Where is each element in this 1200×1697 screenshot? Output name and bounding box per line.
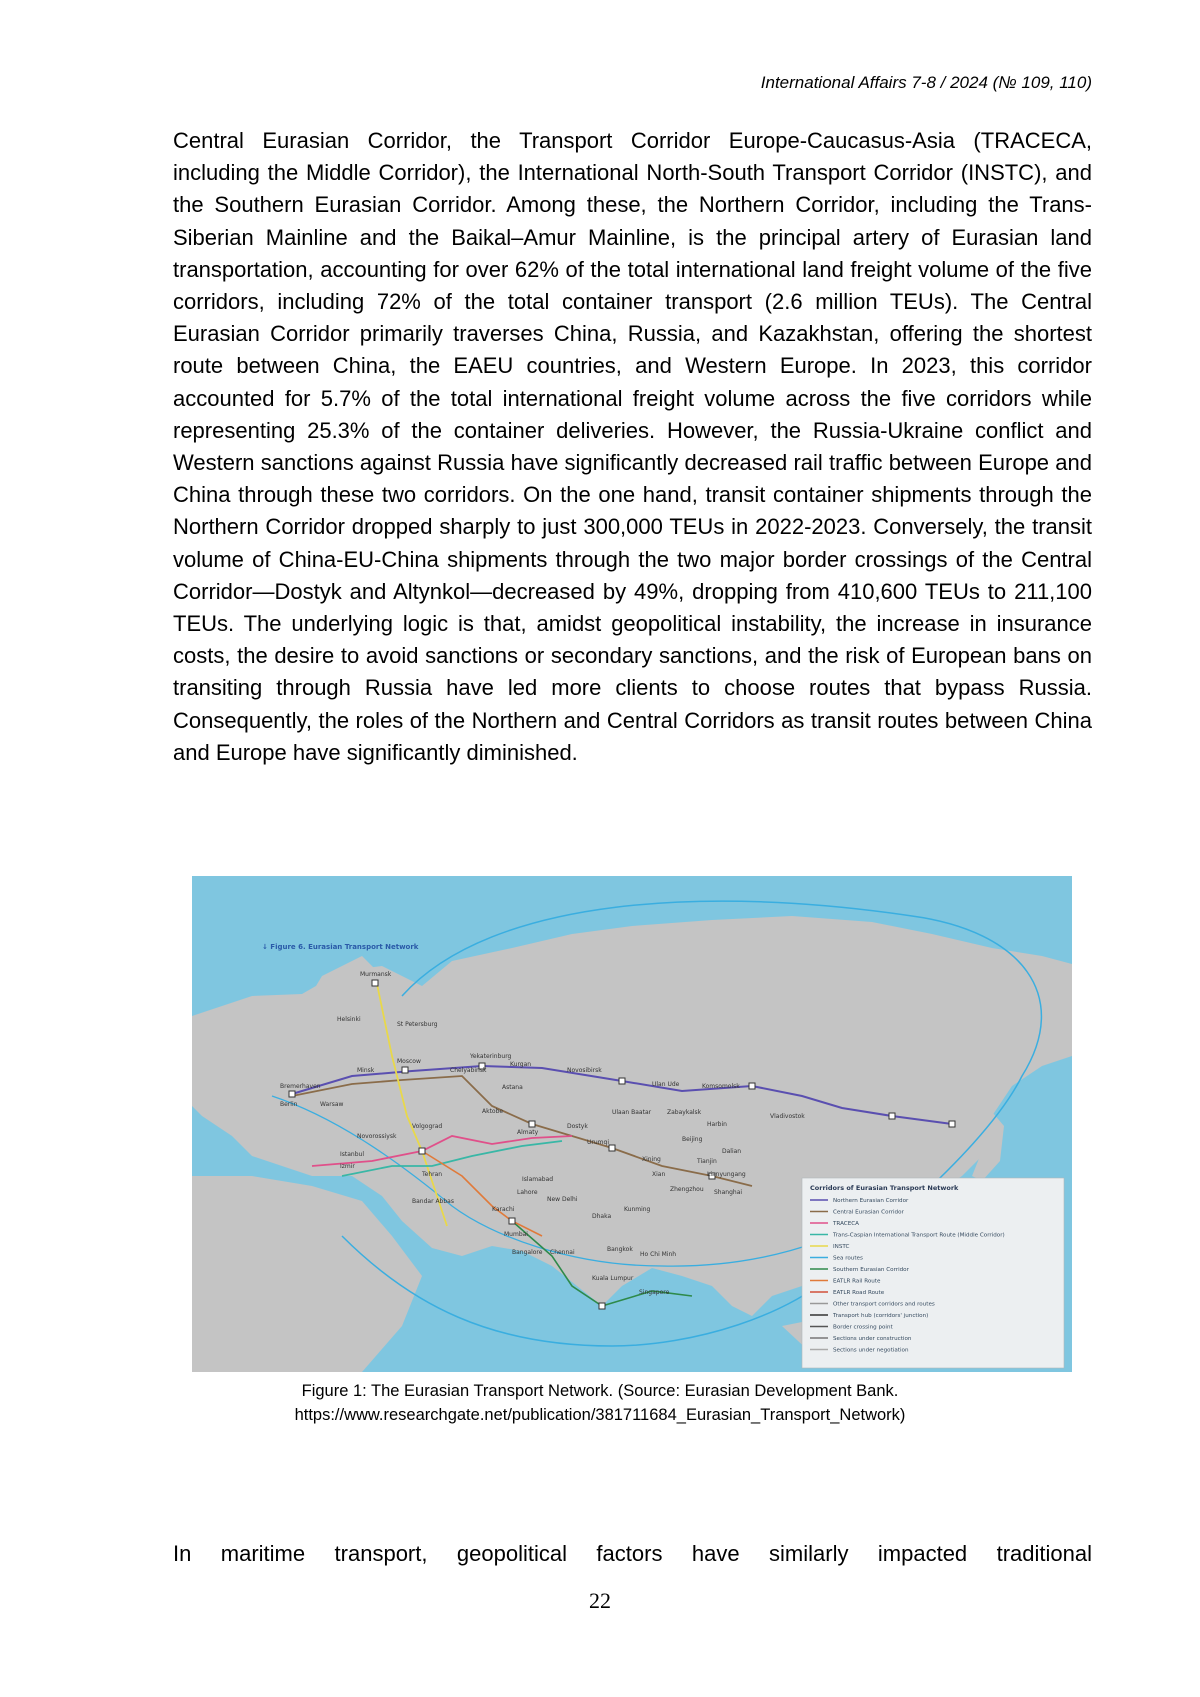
city-label: Chelyabinsk [450, 1067, 487, 1074]
city-label: Novorossiysk [357, 1133, 397, 1140]
body-paragraph-1: Central Eurasian Corridor, the Transport Corridor Europe-Caucasus-Asia (TRACECA, including the Middle Corridor), the International North-South Transport Corridor (INSTC), and the Southern Eurasian Corridor. Among these, the Northern Corridor, including the Trans-Siberian Mainline and the Baikal–Amur Mainline, is the principal artery of Eurasian land transportation, accounting for over 62% of the total international land freight volume of the five corridors, including 72% of the total container transport (2.6 million TEUs). The Central Eurasian Corridor primarily traverses China, Russia, and Kazakhstan, offering the shortest route between China, the EAEU countries, and Western Europe. In 2023, this corridor accounted for 5.7% of the total international freight volume across the five corridors while representing 25.3% of the container deliveries. However, the Russia-Ukraine conflict and Western sanctions against Russia have significantly decreased rail traffic between Europe and China through these two corridors. On the one hand, transit container shipments through the Northern Corridor dropped sharply to just 300,000 TEUs in 2022-2023. Conversely, the transit volume of China-EU-China shipments through the two major border crossings of the Central Corridor—Dostyk and Altynkol—decreased by 49%, dropping from 410,600 TEUs to 211,100 TEUs. The underlying logic is that, amidst geopolitical instability, the increase in insurance costs, the desire to avoid sanctions or secondary sanctions, and the risk of European bans on transiting through Russia have led more clients to choose routes that bypass Russia. Consequently, the roles of the Northern and Central Corridors as transit routes between China and Europe have significantly diminished. [173, 125, 1092, 769]
map-inner-title: ↓ Figure 6. Eurasian Transport Network [262, 943, 419, 951]
city-label: Kuala Lumpur [592, 1275, 634, 1282]
city-label: Volgograd [412, 1123, 442, 1130]
city-label: Minsk [357, 1067, 375, 1074]
city-label: Murmansk [360, 971, 392, 978]
city-label: Astana [502, 1084, 523, 1091]
city-label: St Petersburg [397, 1021, 438, 1028]
map-svg [192, 876, 1072, 1372]
city-label: Bangkok [607, 1246, 633, 1253]
city-label: Yekaterinburg [469, 1053, 512, 1060]
city-label: Xining [642, 1156, 661, 1163]
legend-label: Sections under construction [833, 1336, 912, 1342]
city-label: Harbin [707, 1121, 727, 1128]
legend-label: Border crossing point [833, 1325, 894, 1331]
city-label: Novosibirsk [567, 1067, 602, 1074]
legend-label: Central Eurasian Corridor [833, 1210, 905, 1216]
city-label: Xian [652, 1171, 665, 1178]
city-label: Warsaw [320, 1101, 343, 1108]
city-label: Chennai [550, 1249, 575, 1256]
city-label: Tehran [421, 1171, 442, 1178]
city-label: Bremerhaven [280, 1083, 321, 1090]
hub-marker [509, 1218, 515, 1224]
hub-marker [949, 1121, 955, 1127]
city-label: Urumqi [587, 1139, 609, 1146]
legend-label: Northern Eurasian Corridor [833, 1198, 909, 1204]
hub-marker [609, 1145, 615, 1151]
city-label: Ulan Ude [652, 1081, 680, 1088]
city-label: Lahore [517, 1189, 538, 1196]
city-label: Kurgan [510, 1061, 531, 1068]
city-label: Islamabad [522, 1176, 553, 1183]
city-label: Almaty [517, 1129, 539, 1136]
city-label: Ho Chi Minh [640, 1251, 676, 1258]
legend-label: Sections under negotiation [833, 1348, 909, 1354]
city-label: Zabaykalsk [667, 1109, 702, 1116]
city-label: Helsinki [337, 1016, 361, 1023]
hub-marker [619, 1078, 625, 1084]
hub-marker [529, 1121, 535, 1127]
legend-label: Transport hub (corridors' junction) [832, 1313, 928, 1319]
figure-caption-line-2: https://www.researchgate.net/publication/381711684_Eurasian_Transport_Network) [160, 1406, 1040, 1425]
map-legend [802, 1178, 1064, 1368]
hub-marker [402, 1067, 408, 1073]
city-label: Komsomolsk [702, 1083, 740, 1090]
city-label: Mumbai [504, 1231, 528, 1238]
city-label: Ulaan Baatar [612, 1109, 652, 1116]
city-label: Bangalore [512, 1249, 543, 1256]
city-label: Kunming [624, 1206, 651, 1213]
city-label: Dalian [722, 1148, 741, 1155]
city-label: Izmir [340, 1163, 355, 1170]
hub-marker [599, 1303, 605, 1309]
legend-title: Corridors of Eurasian Transport Network [810, 1184, 959, 1192]
hub-marker [889, 1113, 895, 1119]
city-label: Zhengzhou [670, 1186, 704, 1193]
city-label: Istanbul [340, 1151, 364, 1158]
city-label: Karachi [492, 1206, 515, 1213]
figure-caption-line-1: Figure 1: The Eurasian Transport Network. (Source: Eurasian Development Bank. [160, 1382, 1040, 1401]
legend-label: Other transport corridors and routes [833, 1302, 935, 1308]
city-label: Bandar Abbas [412, 1198, 454, 1205]
body-paragraph-2: In maritime transport, geopolitical factors have similarly impacted traditional [173, 1538, 1092, 1570]
city-label: Berlin [280, 1101, 298, 1108]
city-label: New Delhi [547, 1196, 578, 1203]
legend-label: EATLR Road Route [833, 1290, 885, 1296]
legend-label: Trans-Caspian International Transport Route (Middle Corridor) [832, 1233, 1005, 1239]
hub-marker [289, 1091, 295, 1097]
hub-marker [372, 980, 378, 986]
city-label: Beijing [682, 1136, 703, 1143]
journal-header: International Affairs 7-8 / 2024 (№ 109, 110) [761, 73, 1092, 93]
city-label: Aktobe [482, 1108, 503, 1115]
city-label: Moscow [397, 1058, 421, 1065]
city-label: Dhaka [592, 1213, 611, 1220]
city-label: Vladivostok [770, 1113, 805, 1120]
hub-marker [749, 1083, 755, 1089]
legend-label: Southern Eurasian Corridor [833, 1267, 910, 1273]
legend-label: TRACECA [832, 1221, 859, 1227]
city-label: Tianjin [696, 1158, 717, 1165]
city-label: Shanghai [714, 1189, 742, 1196]
city-label: Singapore [639, 1289, 670, 1296]
city-label: Lianyungang [707, 1171, 746, 1178]
city-label: Dostyk [567, 1123, 588, 1130]
legend-label: Sea routes [833, 1256, 863, 1262]
legend-label: INSTC [833, 1244, 849, 1250]
eurasian-transport-map [192, 876, 1072, 1372]
page-number: 22 [0, 1588, 1200, 1614]
hub-marker [419, 1148, 425, 1154]
legend-label: EATLR Rail Route [833, 1279, 881, 1285]
